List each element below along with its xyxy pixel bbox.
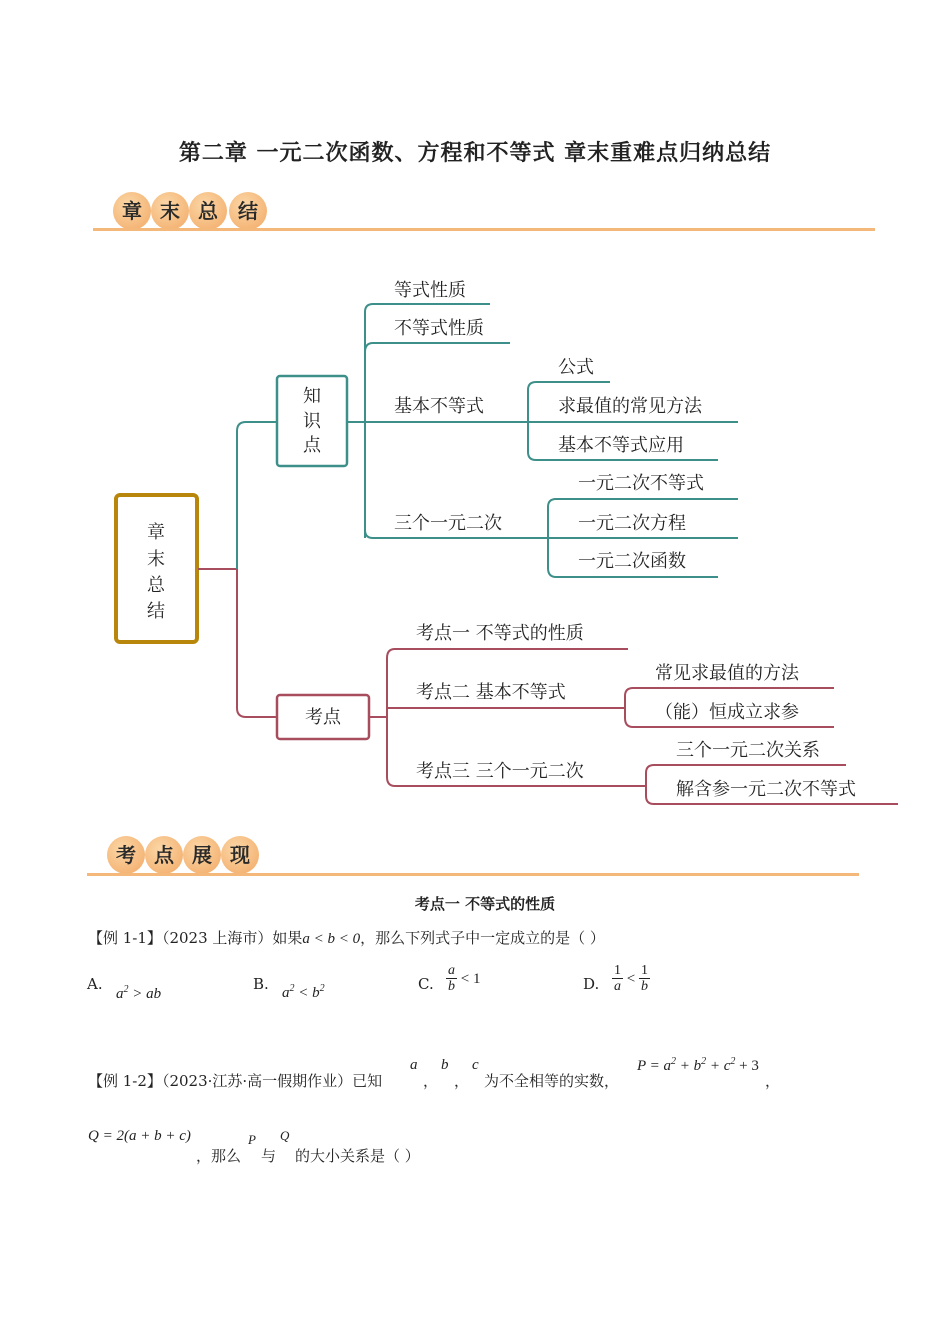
example-label: 【例 1-2】 [88,1072,162,1090]
exam-point-3: 考点三 三个一元二次 [416,761,584,782]
quad-equation: 一元二次方程 [578,513,686,534]
option-b[interactable]: $a^2 < b^2$ [282,983,325,1001]
banner-char: 总 [189,192,227,230]
var-c: c [472,1057,479,1073]
banner-char: 末 [151,192,189,230]
knowledge-char: 识 [303,411,321,432]
banner-char: 现 [221,836,259,874]
quad-function: 一元二次函数 [578,551,686,572]
var-p: P [248,1132,256,1147]
option-b-label[interactable]: B. [253,975,269,993]
k-item-basic: 基本不等式 [394,396,484,417]
knowledge-char: 知 [303,386,321,407]
exam-point-2: 考点二 基本不等式 [416,682,566,703]
basic-formula: 公式 [558,357,594,378]
option-a[interactable]: $a^2$ > ab [116,984,162,1002]
quad-inequality: 一元二次不等式 [578,473,704,494]
and-text: 与 [261,1147,277,1165]
banner-char: 章 [113,192,151,230]
exam-point-1: 考点一 不等式的性质 [416,623,584,644]
comma: ， [765,1072,781,1090]
banner-underline [87,873,859,876]
root-char: 结 [147,601,165,622]
root-char: 总 [147,575,165,596]
option-d[interactable]: $\frac{1}{a}$ < $\frac{1}{b}$ [614,963,648,994]
example-source: （2023·江苏·高一假期作业）已知 [161,1072,383,1090]
banner-char: 点 [145,836,183,874]
var-q: Q [280,1128,290,1143]
page-title: 第二章 一元二次函数、方程和不等式 章末重难点归纳总结 [178,141,772,166]
banner-char: 考 [107,836,145,874]
option-c[interactable]: $\frac{a}{b}$ < 1 [448,963,481,994]
root-char: 末 [147,549,165,570]
k-item-equality: 等式性质 [394,280,466,301]
root-char: 章 [147,522,165,543]
option-a-label[interactable]: A. [87,975,103,993]
p-expression: $P = a^2 + b^2 + c^2 + 3$ [637,1056,759,1074]
banner-char: 展 [183,836,221,874]
example-1-1 [88,927,605,948]
exam3-solve: 解含参一元二次不等式 [676,779,856,800]
example-source: （2023 上海市）如果 [161,929,303,947]
exam-display-banner [105,834,865,878]
example-1-2 [88,1070,382,1091]
comma: ， [423,1072,439,1090]
q-expression: Q = 2(a + b + c) [88,1128,191,1144]
k-item-three: 三个一元二次 [394,513,502,534]
var-a: a [410,1057,418,1073]
then-text: ，那么 [196,1147,242,1165]
question-text: ，那么下列式子中一定成立的是（ ） [360,929,605,947]
option-d-label[interactable]: D. [583,975,600,993]
exam2-constant: （能）恒成立求参 [655,702,799,723]
banner-char: 结 [229,192,267,230]
example-label: 【例 1-1】 [88,929,162,947]
condition-text: 为不全相等的实数， [484,1072,620,1090]
var-b: b [441,1057,449,1073]
basic-extreme: 求最值的常见方法 [558,396,702,417]
basic-application: 基本不等式应用 [558,435,684,456]
condition-math: a < b < 0 [302,931,361,947]
section-title: 考点一 不等式的性质 [414,895,556,913]
k-item-inequality: 不等式性质 [394,318,484,339]
exam-label: 考点 [305,707,341,728]
comma: ， [454,1072,470,1090]
knowledge-char: 点 [303,435,321,456]
option-c-label[interactable]: C. [418,975,434,993]
exam3-relation: 三个一元二次关系 [676,740,820,761]
exam2-extreme: 常见求最值的方法 [655,663,799,684]
question-text: 的大小关系是（ ） [295,1147,420,1165]
